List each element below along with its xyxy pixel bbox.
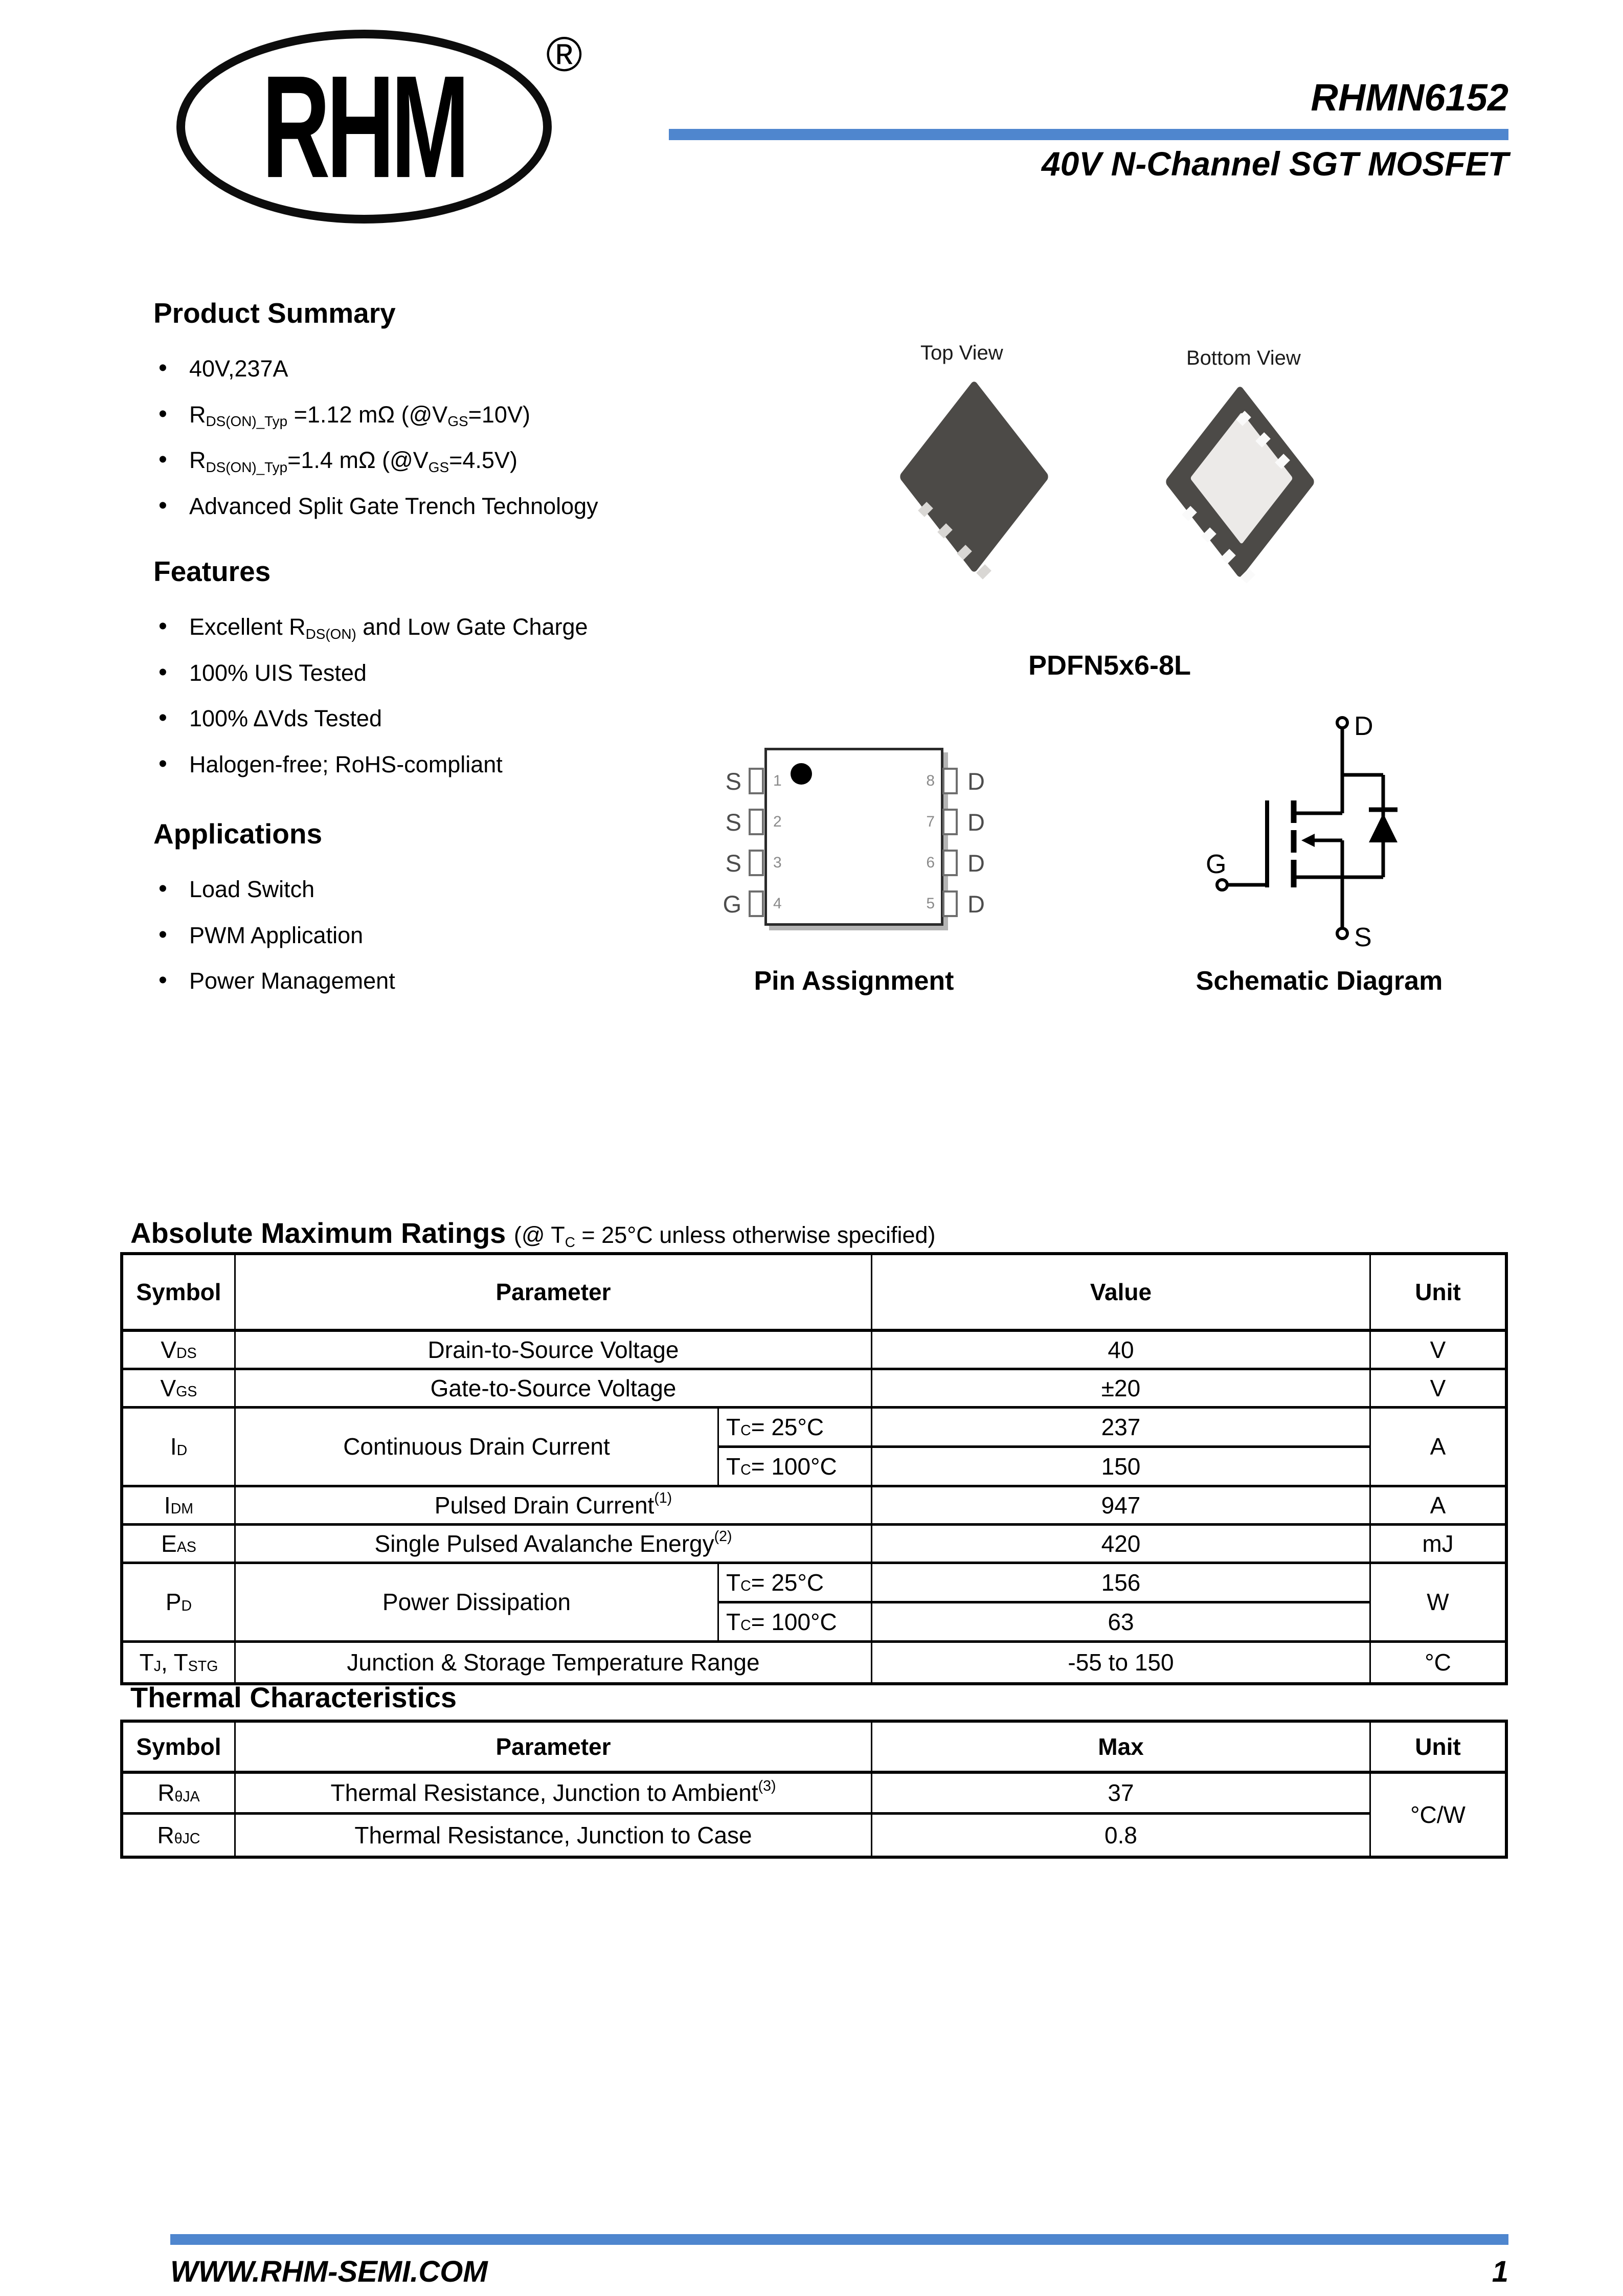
abs-max-heading xyxy=(130,1216,936,1250)
column-header: Parameter xyxy=(236,1255,872,1332)
body-diode-icon xyxy=(1369,813,1397,842)
pin-number: 4 xyxy=(773,895,782,912)
features-title: Features xyxy=(153,555,271,587)
product-summary-title: Product Summary xyxy=(153,297,396,329)
thermal-table xyxy=(120,1720,1508,1859)
condition-cell: T $_C$ = 25°C xyxy=(719,1564,872,1603)
parameter-cell: Single Pulsed Avalanche Energy $^{(2)}$ xyxy=(236,1526,872,1564)
pin-label: D xyxy=(967,809,985,836)
condition-cell: T $_C$ = 100°C xyxy=(719,1448,872,1487)
value-cell: 156 xyxy=(872,1564,1371,1603)
symbol-cell: I $_{DM}$ xyxy=(123,1487,236,1526)
pin-stub xyxy=(942,809,958,835)
page-title: 40V N-Channel SGT MOSFET xyxy=(1041,145,1508,183)
symbol-cell: V $_{GS}$ xyxy=(123,1370,236,1409)
rhm-logo xyxy=(176,30,552,224)
unit-cell: A xyxy=(1371,1409,1505,1487)
package-name: PDFN5x6-8L xyxy=(1028,650,1191,681)
pin-number: 6 xyxy=(926,854,935,871)
list-item: • 100% UIS Tested xyxy=(153,660,588,686)
pin-stub xyxy=(942,768,958,794)
column-header: Unit xyxy=(1371,1255,1505,1332)
pin-stub xyxy=(749,850,764,876)
pin-label: D xyxy=(967,850,985,877)
condition-cell: T $_C$ = 100°C xyxy=(719,1603,872,1643)
applications-section xyxy=(153,817,395,1014)
parameter-cell: Continuous Drain Current xyxy=(236,1409,719,1487)
parameter-cell: Power Dissipation xyxy=(236,1564,719,1643)
pin-assignment-caption: Pin Assignment xyxy=(754,966,954,996)
value-cell: 63 xyxy=(872,1603,1371,1643)
column-header: Symbol xyxy=(123,1255,236,1332)
schematic-drain-label: D xyxy=(1354,711,1373,741)
value-cell: 420 xyxy=(872,1526,1371,1564)
pin1-dot xyxy=(791,763,812,785)
rhm-logo-text: RHM xyxy=(262,45,466,208)
unit-cell: mJ xyxy=(1371,1526,1505,1564)
unit-cell: V xyxy=(1371,1370,1505,1409)
list-item: • $R_{DS(ON)\_Typ}=1.4$ mΩ $(@V_{GS}=4.5V)$ xyxy=(153,448,598,473)
value-cell: 237 xyxy=(872,1409,1371,1448)
symbol-cell: V $_{DS}$ xyxy=(123,1332,236,1370)
list-item: • 100% ΔVds Tested xyxy=(153,706,588,731)
package-body xyxy=(898,380,1050,574)
footer-page-number: 1 xyxy=(1492,2255,1508,2288)
abs-max-title: Absolute Maximum Ratings xyxy=(130,1217,506,1249)
value-cell: 40 xyxy=(872,1332,1371,1370)
list-item: • PWM Application xyxy=(153,923,395,948)
pin-number: 7 xyxy=(926,813,935,830)
pin-stub xyxy=(749,890,764,917)
bottom-view-label: Bottom View xyxy=(1186,347,1301,369)
applications-title: Applications xyxy=(153,818,323,850)
pin-label: D xyxy=(967,890,985,918)
unit-cell: °C xyxy=(1425,1649,1451,1676)
parameter-cell: Thermal Resistance, Junction to Case xyxy=(236,1815,872,1856)
pin-stub xyxy=(942,890,958,917)
pin-label: G xyxy=(723,890,741,918)
symbol-cell: I $_D$ xyxy=(123,1409,236,1487)
features-section xyxy=(153,555,588,797)
top-view-label: Top View xyxy=(920,342,1003,364)
value-cell: -55 to 150 xyxy=(872,1643,1371,1682)
value-cell: 0.8 xyxy=(872,1815,1371,1856)
pin-label: S xyxy=(725,809,741,836)
pin-stub xyxy=(749,809,764,835)
list-item: • Advanced Split Gate Trench Technology xyxy=(153,494,598,519)
unit-cell: °C/W xyxy=(1410,1801,1466,1828)
value-cell: ±20 xyxy=(872,1370,1371,1409)
parameter-cell: Junction & Storage Temperature Range xyxy=(236,1643,872,1682)
unit-cell: A xyxy=(1371,1487,1505,1526)
package-bottom-view-image xyxy=(1163,385,1317,579)
symbol-cell: P $_D$ xyxy=(123,1564,236,1643)
parameter-cell: Pulsed Drain Current $^{(1)}$ xyxy=(236,1487,872,1526)
unit-cell: W xyxy=(1371,1564,1505,1643)
product-summary-section xyxy=(153,297,598,539)
abs-max-table xyxy=(120,1252,1508,1685)
pin-label: D xyxy=(967,768,985,795)
list-item: • $R_{DS(ON)\_Typ} =1.12$ mΩ $(@V_{GS}=10V)$ xyxy=(153,402,598,428)
footer-website: WWW.RHM-SEMI.COM xyxy=(170,2255,488,2288)
schematic-gate-label: G xyxy=(1206,850,1227,879)
parameter-cell: Drain-to-Source Voltage xyxy=(236,1332,872,1370)
column-header: Max xyxy=(872,1723,1371,1774)
footer-accent-bar xyxy=(170,2234,1508,2245)
symbol-cell: R $_{\theta JC}$ xyxy=(123,1815,236,1856)
schematic-source-label: S xyxy=(1354,923,1372,952)
value-cell: 150 xyxy=(872,1448,1371,1487)
column-header: Parameter xyxy=(236,1723,872,1774)
column-header: Unit xyxy=(1371,1723,1505,1774)
registered-trademark-icon: ® xyxy=(546,27,582,82)
value-cell: 947 xyxy=(872,1487,1371,1526)
column-header: Value xyxy=(872,1255,1371,1332)
pin-label: S xyxy=(725,768,741,795)
thermal-title: Thermal Characteristics xyxy=(130,1681,457,1713)
list-item: • Power Management xyxy=(153,968,395,994)
pin-number: 8 xyxy=(926,772,935,789)
mosfet-schematic-icon xyxy=(1191,708,1457,954)
pin-number: 1 xyxy=(773,772,782,789)
pin-stub xyxy=(749,768,764,794)
body-arrow-icon xyxy=(1301,834,1315,847)
package-top-view-image xyxy=(897,380,1051,574)
schematic-caption: Schematic Diagram xyxy=(1196,966,1443,996)
column-header: Symbol xyxy=(123,1723,236,1774)
thermal-heading xyxy=(130,1681,457,1714)
list-item: • 40V,237A xyxy=(153,356,598,382)
pin-number: 3 xyxy=(773,854,782,871)
header-accent-bar xyxy=(669,129,1508,140)
pin-stub xyxy=(942,850,958,876)
list-item: • Excellent $R_{DS(ON)}$ and Low Gate Charge xyxy=(153,614,588,640)
symbol-cell: E $_{AS}$ xyxy=(123,1526,236,1564)
list-item: • Halogen-free; RoHS-compliant xyxy=(153,752,588,777)
parameter-cell: Gate-to-Source Voltage xyxy=(236,1370,872,1409)
value-cell: 37 xyxy=(872,1774,1371,1815)
pin-number: 5 xyxy=(926,895,935,912)
symbol-cell: R $_{\theta JA}$ xyxy=(123,1774,236,1815)
symbol-cell: T $_J$ , T $_{STG}$ xyxy=(123,1643,236,1682)
list-item: • Load Switch xyxy=(153,877,395,902)
pin-label: S xyxy=(725,850,741,877)
unit-cell: V xyxy=(1371,1332,1505,1370)
part-number: RHMN6152 xyxy=(1311,76,1508,119)
pin-number: 2 xyxy=(773,813,782,830)
abs-max-note: (@ $T_C = 25^\circ C$ unless otherwise specified) xyxy=(513,1222,936,1250)
condition-cell: T $_C$ = 25°C xyxy=(719,1409,872,1448)
parameter-cell: Thermal Resistance, Junction to Ambient $^{(3)}$ xyxy=(236,1774,872,1815)
